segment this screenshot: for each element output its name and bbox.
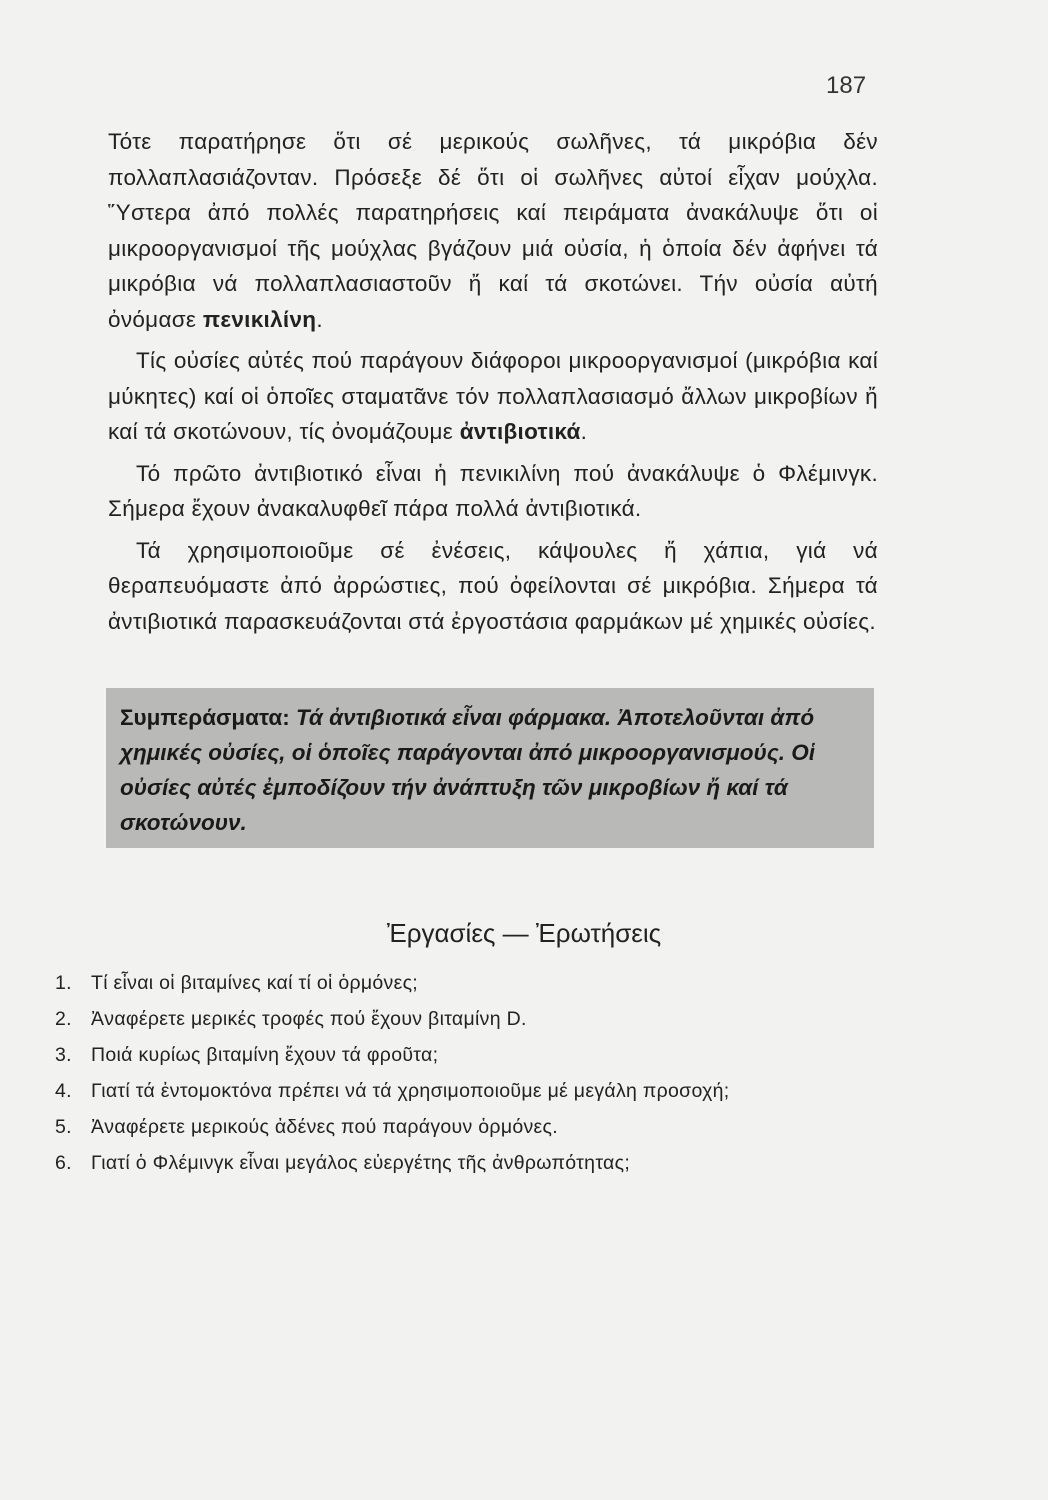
exercises-heading: Ἐργασίες — Ἐρωτήσεις bbox=[386, 918, 662, 948]
paragraph bbox=[108, 533, 878, 640]
list-item bbox=[55, 968, 875, 998]
conclusion-label: Συμπεράσματα: bbox=[120, 705, 290, 730]
item-number: 2. bbox=[55, 1008, 72, 1030]
list-item bbox=[55, 1040, 875, 1070]
paragraph-text: Τίς οὐσίες αὐτές πού παράγουν διάφοροι μικροοργανισμοί (μικρόβια καί μύκητες) καί οἱ ὁποῖες σταματᾶνε τόν πολλαπλασιασμό ἄλλων μικροβίων ἤ καί τά σκοτώνουν, τίς ὀνομάζουμε bbox=[108, 348, 878, 444]
list-item bbox=[55, 1004, 875, 1034]
item-number: 4. bbox=[55, 1080, 72, 1102]
paragraph-text: Τότε παρατήρησε ὅτι σέ μερικούς σωλῆνες, τά μικρόβια δέν πολλαπλασιάζονταν. Πρόσεξε δέ ὅτι οἱ σωλῆνες αὐτοί εἶχαν μούχλα. Ὕστερα ἀπό πολλές παρατηρήσεις καί πειράματα ἀνακάλυψε ὅτι οἱ μικροοργανισμοί τῆς μούχλας βγάζουν μιά οὐσία, ἡ ὁποία δέν ἀφήνει τά μικρόβια νά πολλαπλασιαστοῦν ἤ καί τά σκοτώνει. Τήν οὐσία αὐτή ὀνόμασε bbox=[108, 129, 878, 332]
item-text: Ἀναφέρετε μερικές τροφές πού ἔχουν βιταμίνη D. bbox=[91, 1008, 527, 1030]
paragraph bbox=[108, 343, 878, 450]
paragraph-end: . bbox=[580, 419, 588, 444]
list-item bbox=[55, 1112, 875, 1142]
list-item bbox=[55, 1148, 875, 1178]
item-number: 5. bbox=[55, 1116, 72, 1138]
item-text: Γιατί τά ἐντομοκτόνα πρέπει νά τά χρησιμοποιοῦμε μέ μεγάλη προσοχή; bbox=[91, 1080, 730, 1102]
list-item bbox=[55, 1076, 875, 1106]
paragraph-end: . bbox=[316, 306, 323, 332]
item-text: Τί εἶναι οἱ βιταμίνες καί τί οἱ ὁρμόνες; bbox=[91, 972, 418, 994]
body-text bbox=[108, 124, 878, 645]
term-antibiotics: ἀντιβιοτικά bbox=[459, 419, 581, 444]
item-number: 3. bbox=[55, 1044, 72, 1066]
paragraph bbox=[108, 456, 878, 527]
item-text: Ἀναφέρετε μερικούς ἀδένες πού παράγουν ὁρμόνες. bbox=[91, 1116, 558, 1138]
paragraph-text: Τό πρῶτο ἀντιβιοτικό εἶναι ἡ πενικιλίνη πού ἀνακάλυψε ὁ Φλέμινγκ. Σήμερα ἔχουν ἀνακαλυφθεῖ πάρα πολλά ἀντιβιοτικά. bbox=[108, 460, 878, 521]
paragraph bbox=[108, 124, 878, 337]
item-number: 6. bbox=[55, 1152, 72, 1174]
conclusion-text: Τά ἀντιβιοτικά εἶναι φάρμακα. Ἀποτελοῦνται ἀπό χημικές οὐσίες, οἱ ὁποῖες παράγονται ἀπό μικροοργανισμούς. Οἱ οὐσίες αὐτές ἐμποδίζουν τήν ἀνάπτυξη τῶν μικροβίων ἤ καί τά σκοτώνουν. bbox=[120, 705, 815, 835]
item-text: Ποιά κυρίως βιταμίνη ἔχουν τά φροῦτα; bbox=[91, 1044, 439, 1066]
item-text: Γιατί ὁ Φλέμινγκ εἶναι μεγάλος εὐεργέτης τῆς ἀνθρωπότητας; bbox=[91, 1152, 631, 1174]
paragraph-text: Τά χρησιμοποιοῦμε σέ ἐνέσεις, κάψουλες ἤ χάπια, γιά νά θεραπευόμαστε ἀπό ἀρρώστιες, πού ὀφείλονται σέ μικρόβια. Σήμερα τά ἀντιβιοτικά παρασκευάζονται στά ἐργοστάσια φαρμάκων μέ χημικές οὐσίες. bbox=[108, 537, 878, 634]
item-number: 1. bbox=[55, 972, 72, 994]
conclusion-box bbox=[106, 688, 874, 848]
term-penicillin: πενικιλίνη bbox=[202, 306, 317, 332]
exercise-list bbox=[55, 968, 875, 1184]
page-number: 187 bbox=[826, 72, 867, 99]
